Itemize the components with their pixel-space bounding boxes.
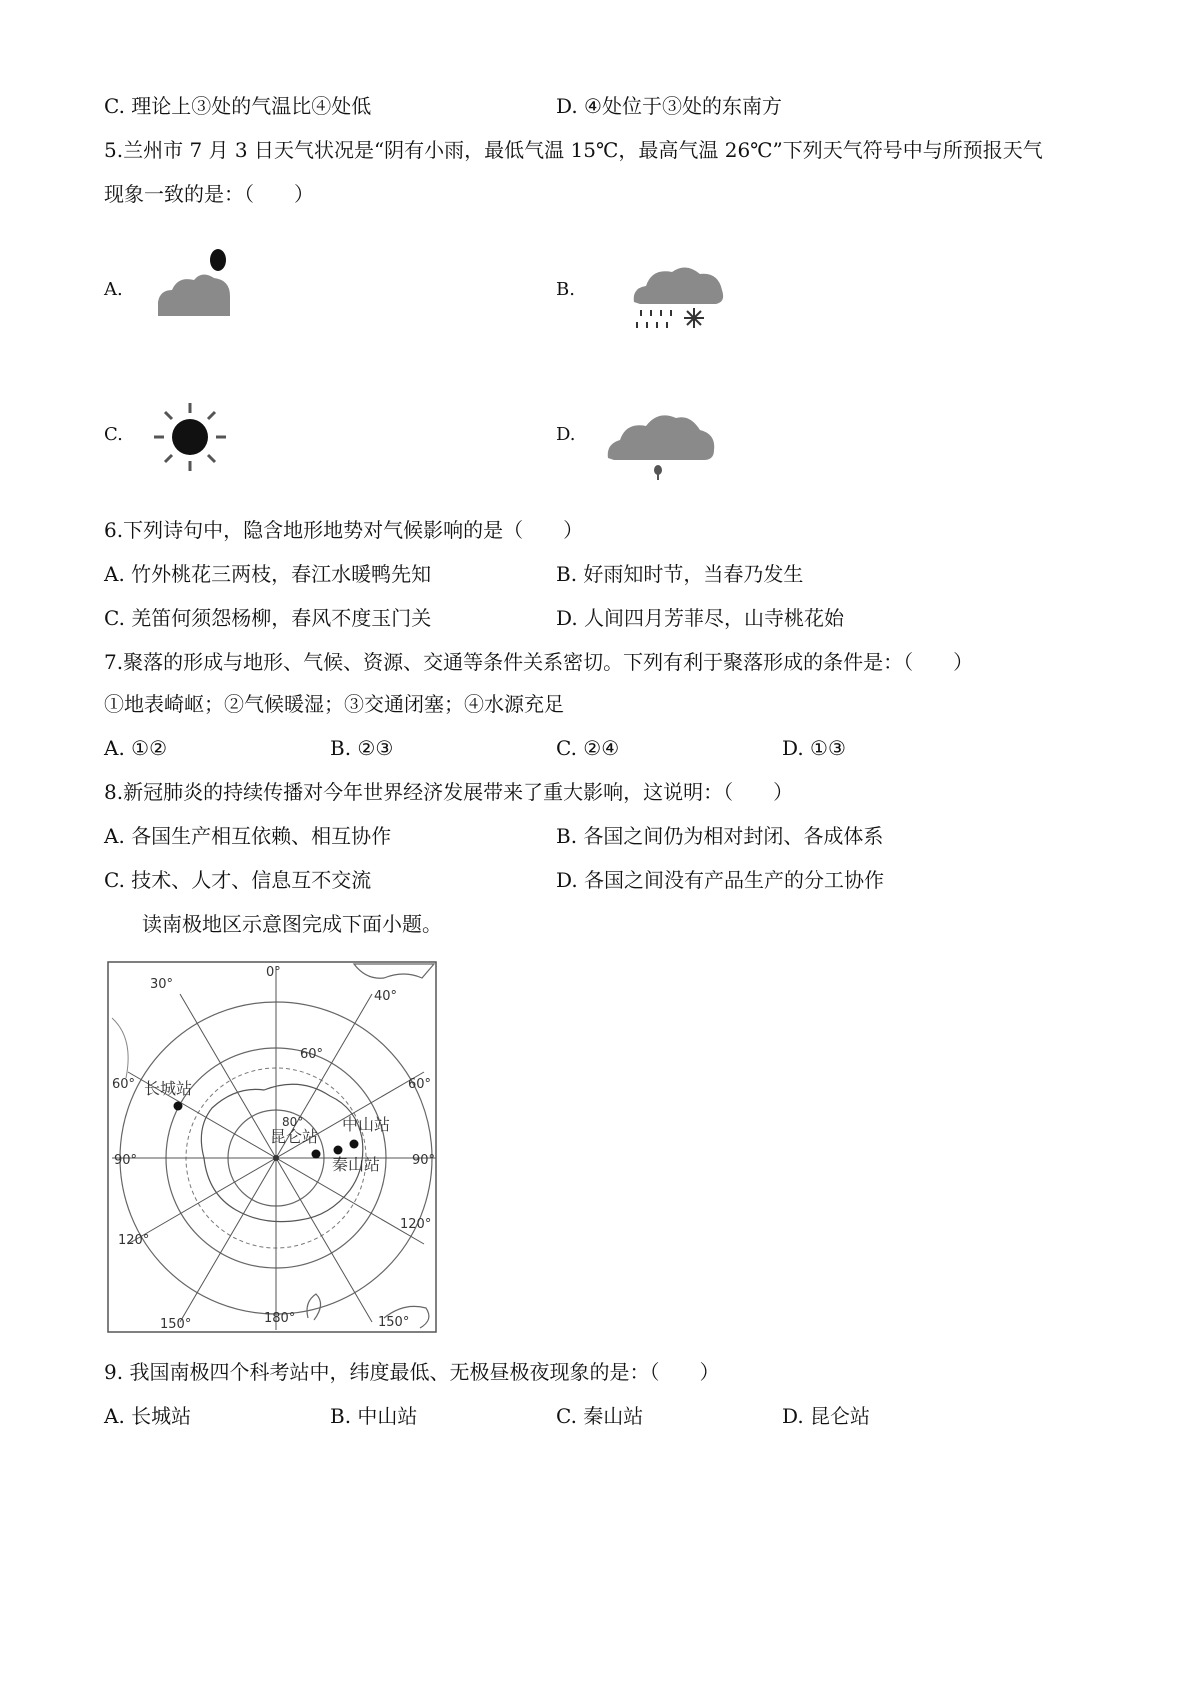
map-lat-80: 80° (282, 1115, 304, 1129)
q7-conditions: ①地表崎岖；②气候暖湿；③交通闭塞；④水源充足 (104, 692, 564, 716)
map-lon-150-east: 150° (378, 1315, 410, 1330)
station-kunlun: 昆仑站 (270, 1127, 319, 1146)
station-changcheng: 长城站 (144, 1079, 193, 1098)
q6-stem: 6.下列诗句中，隐含地形地势对气候影响的是（ ） (104, 518, 584, 542)
q5-option-a-label: A. (104, 279, 123, 300)
antarctica-map (104, 958, 440, 1338)
rain-and-snow-icon (628, 262, 728, 334)
q6-option-a: A. 竹外桃花三两枝，春江水暖鸭先知 (104, 562, 432, 586)
q8-option-c: C. 技术、人才、信息互不交流 (104, 868, 372, 892)
map-lon-60-east: 60° (408, 1077, 432, 1092)
q5-stem-line2: 现象一致的是：（ ） (104, 182, 314, 206)
q9-option-d: D. 昆仑站 (782, 1404, 871, 1428)
map-lon-120-west: 120° (118, 1233, 150, 1248)
q5-stem-line1: 5.兰州市 7 月 3 日天气状况是“阴有小雨，最低气温 15℃，最高气温 26℃”下列天气符号中与所预报天气 (104, 138, 1043, 162)
map-lon-30: 30° (150, 977, 174, 992)
q6-option-d: D. 人间四月芳菲尽，山寺桃花始 (556, 606, 845, 630)
q9-option-a: A. 长城站 (104, 1404, 192, 1428)
q6-option-b: B. 好雨知时节，当春乃发生 (556, 562, 804, 586)
q7-option-b: B. ②③ (330, 736, 394, 760)
q8-option-d: D. 各国之间没有产品生产的分工协作 (556, 868, 885, 892)
q6-option-c: C. 羌笛何须怨杨柳，春风不度玉门关 (104, 606, 432, 630)
q7-option-c: C. ②④ (556, 736, 620, 760)
q5-option-b-label: B. (556, 279, 575, 300)
q9-option-b: B. 中山站 (330, 1404, 418, 1428)
map-lon-180: 180° (264, 1311, 296, 1326)
light-rain-icon (604, 404, 720, 482)
q8-stem: 8.新冠肺炎的持续传播对今年世界经济发展带来了重大影响，这说明：（ ） (104, 780, 794, 804)
q9-option-c: C. 秦山站 (556, 1404, 644, 1428)
q7-option-d: D. ①③ (782, 736, 846, 760)
q4-option-c: C. 理论上③处的气温比④处低 (104, 94, 372, 118)
station-zhongshan: 中山站 (342, 1115, 391, 1134)
q8-option-a: A. 各国生产相互依赖、相互协作 (104, 824, 392, 848)
q5-option-c-label: C. (104, 424, 123, 445)
map-lon-90-east: 90° (412, 1153, 436, 1168)
q4-option-d: D. ④处位于③处的东南方 (556, 94, 782, 118)
q9-stem: 9. 我国南极四个科考站中，纬度最低、无极昼极夜现象的是：（ ） (104, 1360, 720, 1384)
map-lon-90-west: 90° (114, 1153, 138, 1168)
sunny-icon (148, 395, 234, 475)
map-lon-0: 0° (266, 965, 281, 980)
map-lon-60-west: 60° (112, 1077, 136, 1092)
station-qinshan: 秦山站 (332, 1155, 381, 1174)
map-lon-40: 40° (374, 989, 398, 1004)
map-intro: 读南极地区示意图完成下面小题。 (142, 912, 442, 936)
cloudy-with-sun-icon (150, 240, 240, 320)
q8-option-b: B. 各国之间仍为相对封闭、各成体系 (556, 824, 884, 848)
q7-stem: 7.聚落的形成与地形、气候、资源、交通等条件关系密切。下列有利于聚落形成的条件是：（ ） (104, 650, 974, 674)
q7-option-a: A. ①② (104, 736, 168, 760)
map-lat-60: 60° (300, 1047, 324, 1062)
q5-option-d-label: D. (556, 424, 576, 445)
map-lon-120-east: 120° (400, 1217, 432, 1232)
map-lon-150-west: 150° (160, 1317, 192, 1332)
